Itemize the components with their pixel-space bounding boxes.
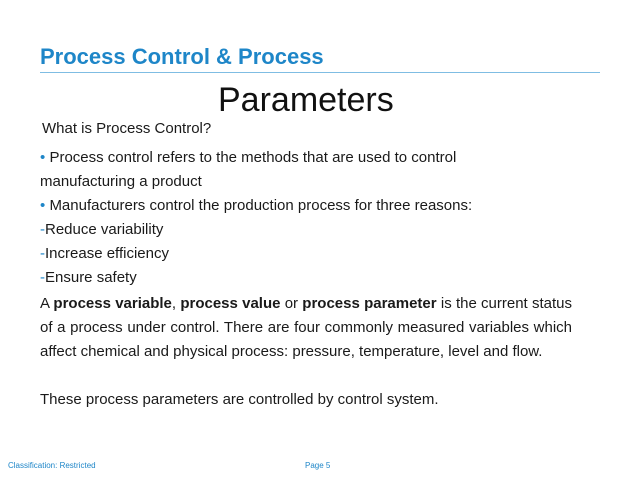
dash-marker: - bbox=[40, 221, 45, 238]
term-process-parameter: process parameter bbox=[302, 295, 437, 312]
dash-item bbox=[40, 218, 572, 242]
paragraph-text: or bbox=[280, 295, 303, 312]
dash-marker: - bbox=[40, 269, 45, 286]
dash-text: Reduce variability bbox=[45, 221, 164, 238]
bullet-marker: • bbox=[40, 197, 46, 214]
footer-classification: Classification: Restricted bbox=[8, 461, 96, 470]
subheading: What is Process Control? bbox=[42, 120, 212, 137]
title-divider bbox=[40, 72, 600, 73]
term-process-variable: process variable bbox=[53, 295, 172, 312]
bullet-item bbox=[40, 146, 572, 170]
slide-title-overflow: Parameters bbox=[218, 81, 394, 119]
bullet-item bbox=[40, 194, 572, 218]
bullet-text: Manufacturers control the production process for three reasons: bbox=[49, 197, 473, 214]
term-process-value: process value bbox=[180, 295, 281, 312]
paragraph-text: is the current status of a process under control. There are four commonly measured variables which affect chemical and physical process: pressure, temperature, level and flow. bbox=[40, 295, 572, 360]
dash-marker: - bbox=[40, 245, 45, 262]
closing-sentence: These process parameters are controlled by control system. bbox=[40, 391, 439, 408]
bullet-marker: • bbox=[40, 149, 46, 166]
footer-page-number: Page 5 bbox=[305, 461, 331, 470]
paragraph-text: , bbox=[171, 295, 181, 312]
bullet-text: Process control refers to the methods that are used to control bbox=[49, 149, 457, 166]
dash-text: Increase efficiency bbox=[45, 245, 169, 262]
spacer bbox=[40, 364, 572, 388]
slide-body bbox=[40, 146, 572, 412]
dash-item bbox=[40, 266, 572, 290]
definition-paragraph bbox=[40, 292, 572, 364]
dash-text: Ensure safety bbox=[45, 269, 137, 286]
dash-item bbox=[40, 242, 572, 266]
paragraph-text: A bbox=[40, 295, 54, 312]
slide-title: Process Control & Process bbox=[40, 44, 324, 69]
bullet-continuation: manufacturing a product bbox=[40, 173, 202, 190]
